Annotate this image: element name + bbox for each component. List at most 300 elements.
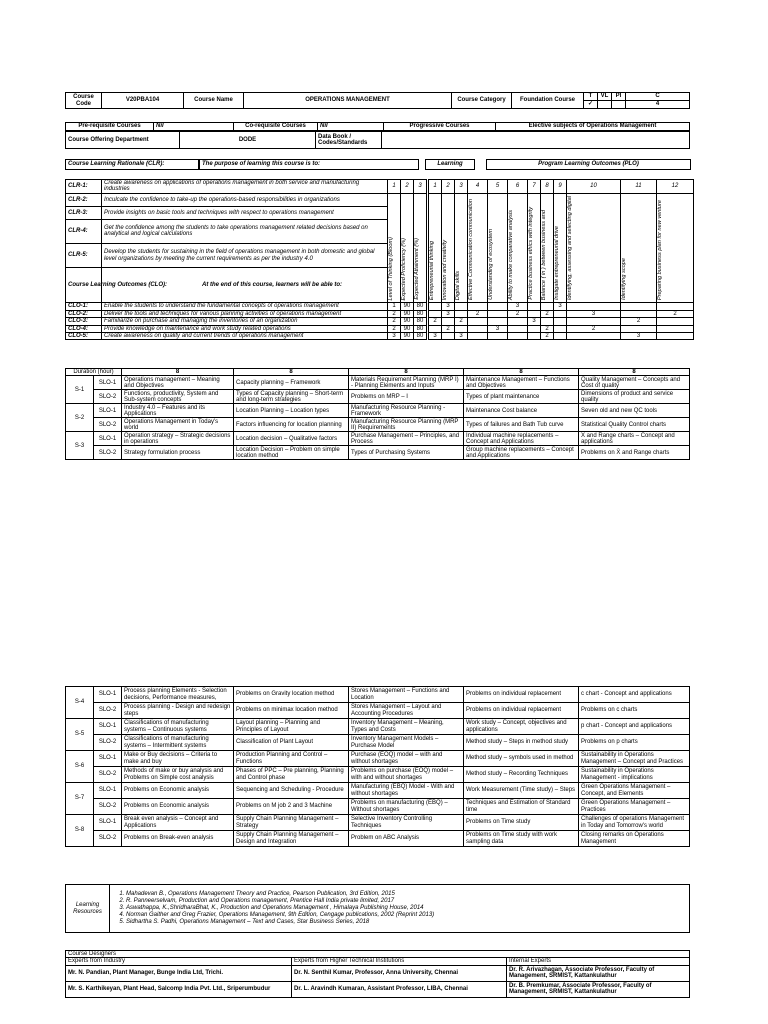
clo-value — [488, 318, 508, 325]
clo-value — [468, 332, 488, 339]
clo-id: CLO-3: — [66, 318, 102, 325]
schedule-table-2 — [65, 686, 690, 847]
topic-cell: Location decision – Qualitative factors — [234, 432, 349, 446]
topic-cell: Make or Buy decisions – Criteria to make and buy — [122, 751, 234, 767]
resource-item: 5. Sidhartha S. Padhi, Operations Management – Text and Cases, Star Business Series, 2018 — [126, 919, 687, 926]
vertical-heading-text: Understanding of ecosystem — [488, 229, 494, 301]
topic-cell: Problems on Break-even analysis — [122, 831, 234, 847]
clo-value — [488, 303, 508, 310]
topic-cell: Statistical Quality Control charts — [579, 418, 690, 432]
topic-cell: Group machine replacements – Concept and Applications — [464, 446, 579, 460]
clo-value — [657, 325, 694, 332]
plo-number: 10 — [567, 180, 621, 194]
topic-cell: Selective Inventory Controlling Techniques — [349, 815, 464, 831]
clo-value: 3 — [488, 325, 508, 332]
plo-number: 11 — [621, 180, 657, 194]
learning-label: Learning — [425, 159, 475, 170]
topic-cell: Inventory Management Models – Purchase Model — [349, 735, 464, 751]
clo-value: 3 — [429, 332, 442, 339]
vertical-heading — [488, 193, 508, 302]
clo-value — [567, 303, 621, 310]
vertical-heading-text: Expected Proficiency (%) — [401, 237, 407, 301]
duration-hours: 8 — [122, 369, 234, 376]
vertical-heading — [455, 193, 468, 302]
designer-institution: Dr. N. Senthil Kumar, Professor, Anna University, Chennai — [292, 965, 507, 981]
topic-cell: Method study – Steps in method study — [464, 735, 579, 751]
dept-label: Course Offering Department — [66, 132, 180, 149]
vertical-heading-text: Entrepreneurial thinking — [429, 241, 435, 301]
clo-value: 2 — [455, 318, 468, 325]
prerequisite-table — [65, 122, 690, 131]
topic-cell: Problems on individual replacement — [464, 703, 579, 719]
session-number: S-1 — [66, 376, 94, 404]
clo-value — [657, 318, 694, 325]
clr-clo-table — [65, 179, 694, 340]
topic-cell: X̄ and Range charts – Concept and applications — [579, 432, 690, 446]
course-header-table — [65, 92, 690, 109]
clo-value: 90 — [401, 332, 414, 339]
slo-label: SLO-1 — [94, 783, 122, 799]
clo-value — [468, 303, 488, 310]
topic-cell: Supply Chain Planning Management – Design and Integration — [234, 831, 349, 847]
vertical-heading-text: Balance ( in ) between business and — [541, 209, 547, 301]
clr-text: Develop the students for sustaining in the field of operations management in both domestic and global level organizations by meeting the current requirements as per the industry 4.0 — [102, 244, 388, 268]
slo-label: SLO-2 — [94, 799, 122, 815]
topic-cell: Operation strategy – Strategic decisions in operations — [122, 432, 234, 446]
clo-text: Deliver the tools and techniques for various planning activities of operations management — [102, 310, 388, 317]
clo-value — [528, 303, 541, 310]
vertical-heading — [541, 193, 554, 302]
clo-value — [429, 310, 442, 317]
vertical-heading-text: Expected Attainment (%) — [414, 238, 420, 301]
topic-cell: Supply Chain Planning Management – Strategy — [234, 815, 349, 831]
slo-label: SLO-1 — [94, 687, 122, 703]
designer-internal: Dr. R. Arivazhagan, Associate Professor, Faculty of Management, SRMIST, Kattankulathur — [507, 965, 690, 981]
clo-value: 2 — [541, 310, 554, 317]
plo-number: 9 — [554, 180, 567, 194]
topic-cell: Challenges of operations Management in Today and Tomorrow's world — [579, 815, 690, 831]
topic-cell: Problems on p charts — [579, 735, 690, 751]
slo-label: SLO-2 — [94, 446, 122, 460]
vertical-heading — [388, 193, 401, 302]
clo-value — [567, 332, 621, 339]
clo-value — [567, 318, 621, 325]
topic-cell: Problems on c charts — [579, 703, 690, 719]
clo-value — [528, 332, 541, 339]
clo-value — [621, 310, 657, 317]
topic-cell: c chart - Concept and applications — [579, 687, 690, 703]
clo-value: 2 — [657, 310, 694, 317]
vertical-heading-text: Preparing business plan for new venture — [657, 199, 663, 301]
topic-cell: Problems on M job 2 and 3 Machine — [234, 799, 349, 815]
topic-cell: Strategy formulation process — [122, 446, 234, 460]
session-number: S-5 — [66, 719, 94, 751]
clo-value: 2 — [621, 318, 657, 325]
topic-cell: Problems on purchase (EOQ) model – with and without shortages — [349, 767, 464, 783]
duration-hours: 8 — [579, 369, 690, 376]
clo-value: 3 — [554, 303, 567, 310]
slo-label: SLO-1 — [94, 404, 122, 418]
topic-cell: Problems on Gravity location method — [234, 687, 349, 703]
ltpc-head: VL — [598, 93, 612, 101]
plo-number: 1 — [429, 180, 442, 194]
clo-value: 1 — [388, 303, 401, 310]
clo-value: 3 — [528, 318, 541, 325]
designers-col-head: Experts from Industry — [66, 958, 292, 965]
topic-cell: Individual machine replacements – Concept and Applications — [464, 432, 579, 446]
topic-cell: Manufacturing Resource Planning (MRP II) Requirements — [349, 418, 464, 432]
clo-id: CLO-2: — [66, 310, 102, 317]
course-category-label: Course Category — [452, 93, 512, 109]
clr-id: CLR-2: — [66, 193, 102, 206]
vertical-heading-text: Identifying scope — [621, 258, 627, 301]
dept-value: DODE — [180, 132, 316, 149]
clo-value: 90 — [401, 325, 414, 332]
duration-hours: 8 — [464, 369, 579, 376]
topic-cell: Manufacturing (EBQ) Model - With and without shortages — [349, 783, 464, 799]
clo-value: 90 — [401, 303, 414, 310]
topic-cell: Functions, productivity, System and Sub-system concepts — [122, 390, 234, 404]
slo-label: SLO-2 — [94, 418, 122, 432]
clo-value: 3 — [455, 332, 468, 339]
resource-item: 3. Aswathappa, K.,ShridharaBhat, K., Production and Operations Management , Himalaya Publishing House, 2014 — [126, 905, 687, 912]
prereq-label: Pre-requisite Courses — [66, 123, 154, 131]
ltpc-head: PI — [612, 93, 626, 101]
learning-resources-table — [65, 884, 690, 933]
coreq-label: Co-requisite Courses — [234, 123, 318, 131]
vertical-heading-text: Digital skills — [455, 270, 461, 301]
clo-value: 2 — [541, 325, 554, 332]
schedule-table-1 — [65, 368, 690, 460]
vertical-heading — [429, 193, 442, 302]
databook-value — [382, 132, 690, 149]
resource-item: 1. Mahadevan B., Operations Management Theory and Practice, Pearson Publication, 3rd Edition, 2015 — [126, 891, 687, 898]
topic-cell: Problems on Time study with work sampling data — [464, 831, 579, 847]
department-table — [65, 131, 690, 149]
plo-number: 8 — [541, 180, 554, 194]
slo-label: SLO-2 — [94, 831, 122, 847]
clo-intro: At the end of this course, learners will be able to: — [102, 268, 388, 303]
slo-label: SLO-2 — [94, 390, 122, 404]
topic-cell: Green Operations Management – Concept, and Elements — [579, 783, 690, 799]
topic-cell: Inventory Management – Meaning, Types and Costs — [349, 719, 464, 735]
topic-cell: Process planning Elements - Selection decisions, Performance measures, — [122, 687, 234, 703]
topic-cell: Maintenance Cost balance — [464, 404, 579, 418]
vertical-heading-text: Innovation and creativity — [442, 239, 448, 301]
clo-value — [508, 318, 528, 325]
plo-number: 5 — [488, 180, 508, 194]
clo-value: 2 — [567, 325, 621, 332]
clo-value: 3 — [388, 332, 401, 339]
duration-label: Duration (hour) — [66, 369, 122, 376]
clo-value — [488, 310, 508, 317]
ltpc-check-icon: ✓ — [584, 101, 598, 109]
topic-cell: Classifications of manufacturing systems – Continuous systems — [122, 719, 234, 735]
vertical-heading — [528, 193, 541, 302]
topic-cell: Methods of make or buy analysis and Problems on Simple cost analysis — [122, 767, 234, 783]
topic-cell: Types of plant maintenance — [464, 390, 579, 404]
topic-cell: Method study – symbols used in method — [464, 751, 579, 767]
slo-label: SLO-1 — [94, 376, 122, 390]
session-number: S-6 — [66, 751, 94, 783]
clo-value: 80 — [414, 318, 427, 325]
clo-value — [554, 318, 567, 325]
databook-label: Data Book / Codes/Standards — [316, 132, 382, 149]
topic-cell: Phases of PPC – Pre planning, Planning and Control phase — [234, 767, 349, 783]
vertical-heading — [401, 193, 414, 302]
clo-text: Enable the students to understand the fundamental concepts of operations management — [102, 303, 388, 310]
topic-cell: Location Decision – Problem on simple location method — [234, 446, 349, 460]
clo-value: 2 — [468, 310, 488, 317]
topic-cell: Operations management – Meaning and Objectives — [122, 376, 234, 390]
topic-cell: Problems on manufacturing (EBQ) – Without shortages — [349, 799, 464, 815]
clr-title: Course Learning Rationale (CLR): — [65, 159, 199, 170]
clo-value: 2 — [442, 325, 455, 332]
clo-value: 2 — [388, 318, 401, 325]
clo-value — [554, 310, 567, 317]
slo-label: SLO-2 — [94, 703, 122, 719]
resources-list — [110, 885, 690, 933]
topic-cell: Location Planning – Location types — [234, 404, 349, 418]
vertical-heading — [508, 193, 528, 302]
plo-number: 2 — [401, 180, 414, 194]
course-name: OPERATIONS MANAGEMENT — [244, 93, 452, 109]
vertical-heading — [414, 193, 427, 302]
ltpc-value — [612, 101, 626, 109]
slo-label: SLO-1 — [94, 751, 122, 767]
clo-text: Provide knowledge on maintenance and work study related operations — [102, 325, 388, 332]
designer-industry: Mr. N. Pandian, Plant Manager, Bunge India Ltd, Trichi. — [66, 965, 292, 981]
clo-value — [657, 332, 694, 339]
clo-value: 3 — [442, 303, 455, 310]
clo-value — [442, 318, 455, 325]
slo-label: SLO-1 — [94, 719, 122, 735]
clo-title: Course Learning Outcomes (CLO): — [66, 268, 102, 303]
topic-cell: Break even analysis – Concept and Applications — [122, 815, 234, 831]
topic-cell: Purchase Management – Principles, and Process — [349, 432, 464, 446]
topic-cell: Sequencing and Scheduling - Procedure — [234, 783, 349, 799]
topic-cell: Problems on Economic analysis — [122, 783, 234, 799]
plo-number: 3 — [455, 180, 468, 194]
clo-value: 80 — [414, 303, 427, 310]
plo-number: 7 — [528, 180, 541, 194]
topic-cell: Stores Management – Layout and Accounting Procedures — [349, 703, 464, 719]
topic-cell: Classification of Plant Layout — [234, 735, 349, 751]
designers-col-head: Internal Experts — [507, 958, 690, 965]
topic-cell: Types of Purchasing Systems — [349, 446, 464, 460]
clo-value: 2 — [388, 325, 401, 332]
progressive-label: Progressive Courses — [384, 123, 496, 131]
clo-value: 3 — [508, 303, 528, 310]
clo-value — [554, 325, 567, 332]
session-number: S-3 — [66, 432, 94, 460]
vertical-heading-text: Instigate entrepreneurial drive — [554, 226, 560, 301]
clo-value — [508, 325, 528, 332]
topic-cell: Capacity planning – Framework — [234, 376, 349, 390]
course-designers-table — [65, 950, 690, 998]
duration-hours: 8 — [234, 369, 349, 376]
session-number: S-7 — [66, 783, 94, 815]
clo-value: 2 — [388, 310, 401, 317]
topic-cell: Purchase (EOQ) model – with and without shortages — [349, 751, 464, 767]
topic-cell: Method study – Recording Techniques — [464, 767, 579, 783]
course-code-label: Course Code — [66, 93, 102, 109]
vertical-heading — [442, 193, 455, 302]
topic-cell: Techniques and Estimation of Standard time — [464, 799, 579, 815]
slo-label: SLO-1 — [94, 815, 122, 831]
topic-cell: Problems on MRP – I — [349, 390, 464, 404]
topic-cell: Industry 4.0 – Features and its Applications — [122, 404, 234, 418]
clr-id: CLR-5: — [66, 244, 102, 268]
clo-value — [657, 303, 694, 310]
clo-value: 90 — [401, 318, 414, 325]
topic-cell: Sustainability in Operations Management – Concept and Practices — [579, 751, 690, 767]
topic-cell: Layout planning – Planning and Principles of Layout — [234, 719, 349, 735]
plo-number: 2 — [442, 180, 455, 194]
clo-value — [488, 332, 508, 339]
resource-item: 4. Norman Gaither and Greg Frazier, Operations Management, 9th Edition, Cengage publications, 2002 (Reprint 2013) — [126, 912, 687, 919]
topic-cell: Dimensions of product and service quality — [579, 390, 690, 404]
topic-cell: Production Planning and Control – Functions — [234, 751, 349, 767]
topic-cell: Problems on minimax location method — [234, 703, 349, 719]
clo-value — [541, 303, 554, 310]
topic-cell: Problem on ABC Analysis — [349, 831, 464, 847]
clr-purpose: The purpose of learning this course is to: — [199, 159, 419, 170]
plo-number: 4 — [468, 180, 488, 194]
designers-col-head: Experts from Higher Technical Institutions — [292, 958, 507, 965]
slo-label: SLO-2 — [94, 735, 122, 751]
clo-value — [621, 303, 657, 310]
clo-value: 2 — [508, 310, 528, 317]
clr-text: Inculcate the confidence to take-up the operations-based responsibilities in organizations — [102, 193, 388, 206]
plo-number: 1 — [388, 180, 401, 194]
clo-id: CLO-5: — [66, 332, 102, 339]
topic-cell: Classifications of manufacturing systems – Intermittent systems — [122, 735, 234, 751]
topic-cell: Work study – Concept, objectives and applications — [464, 719, 579, 735]
clo-value — [528, 310, 541, 317]
clr-text: Provide insights on basic tools and techniques with respect to operations management — [102, 206, 388, 219]
topic-cell: Factors influencing for location planning — [234, 418, 349, 432]
plo-number: 3 — [414, 180, 427, 194]
clo-value: 3 — [442, 310, 455, 317]
vertical-heading — [567, 193, 621, 302]
clo-value — [455, 310, 468, 317]
clo-value — [455, 303, 468, 310]
clo-value: 3 — [567, 310, 621, 317]
topic-cell: Problems on X̄ and Range charts — [579, 446, 690, 460]
vertical-heading-text: Ability to make comparative analysis — [508, 209, 514, 301]
clr-text: Get the confidence among the students to take operations management related decisions based on analytical and logical calculations — [102, 219, 388, 243]
ltpc-value: 4 — [626, 101, 690, 109]
resource-item: 2. R. Panneerselvam, Production and Operations management, Prentice Hall India private limited, 2017 — [126, 898, 687, 905]
clo-value — [455, 325, 468, 332]
slo-label: SLO-1 — [94, 432, 122, 446]
topic-cell: Manufacturing Resource Planning - Framework — [349, 404, 464, 418]
topic-cell: Problems on individual replacement — [464, 687, 579, 703]
slo-label: SLO-2 — [94, 767, 122, 783]
vertical-heading-text: Practice business ethics with integrity — [528, 207, 534, 301]
vertical-heading-text: Identifying, assessing and selecting digital — [567, 195, 573, 301]
clo-value: 80 — [414, 332, 427, 339]
vertical-heading — [621, 193, 657, 302]
topic-cell: Quality Management – Concepts and Cost of quality — [579, 376, 690, 390]
course-name-label: Course Name — [184, 93, 244, 109]
topic-cell: Stores Management – Functions and Location — [349, 687, 464, 703]
clo-value: 80 — [414, 325, 427, 332]
clr-id: CLR-1: — [66, 180, 102, 194]
plo-number: 12 — [657, 180, 694, 194]
topic-cell: Seven old and new QC tools — [579, 404, 690, 418]
course-code: V20PBA104 — [102, 93, 184, 109]
topic-cell: Closing remarks on Operations Management — [579, 831, 690, 847]
vertical-heading — [554, 193, 567, 302]
clo-id: CLO-4: — [66, 325, 102, 332]
clo-value — [468, 325, 488, 332]
vertical-heading-text: Level of Thinking (Bloom) — [388, 236, 394, 301]
topic-cell: Types of failures and Bath Tub curve — [464, 418, 579, 432]
session-number: S-4 — [66, 687, 94, 719]
elective-value: Elective subjects of Operations Management — [496, 123, 690, 131]
clo-value — [508, 332, 528, 339]
clo-value — [621, 325, 657, 332]
clo-value — [468, 318, 488, 325]
spacer-cell — [429, 303, 442, 310]
plo-label: Program Learning Outcomes (PLO) — [486, 159, 691, 170]
clo-value: 3 — [621, 332, 657, 339]
designers-title: Course Designers — [66, 951, 690, 958]
clo-text: Familiarize on purchase and managing the inventories of an organization — [102, 318, 388, 325]
designer-industry: Mr. S. Karthikeyan, Plant Head, Salcomp India Pvt. Ltd., Sriperumbudur — [66, 981, 292, 997]
duration-hours: 8 — [349, 369, 464, 376]
clo-text: Create awareness on quality and current trends of operations management — [102, 332, 388, 339]
clo-value: 80 — [414, 310, 427, 317]
designer-internal: Dr. B. Premkumar, Associate Professor, Faculty of Management, SRMIST, Kattankulathur — [507, 981, 690, 997]
clo-value: 90 — [401, 310, 414, 317]
session-number: S-8 — [66, 815, 94, 847]
plo-number: 6 — [508, 180, 528, 194]
topic-cell: Sustainability in Operations Management - implications — [579, 767, 690, 783]
ltpc-value — [598, 101, 612, 109]
topic-cell: p chart - Concept and applications — [579, 719, 690, 735]
course-category: Foundation Course — [512, 93, 584, 109]
clo-value: 2 — [541, 332, 554, 339]
ltpc-head: C — [626, 93, 690, 101]
coreq-value: Nil — [318, 123, 384, 131]
vertical-heading-text: Effective Communication communication — [468, 199, 474, 301]
clr-text: Create awareness on applications of operations management in both service and manufacturing industries — [102, 180, 388, 194]
prereq-value: Nil — [154, 123, 234, 131]
topic-cell: Problems on Time study — [464, 815, 579, 831]
ltpc-head: T — [584, 93, 598, 101]
session-number: S-2 — [66, 404, 94, 432]
vertical-heading — [468, 193, 488, 302]
clo-value — [442, 332, 455, 339]
topic-cell: Green Operations Management – Practices — [579, 799, 690, 815]
resources-label: Learning Resources — [66, 885, 110, 933]
vertical-heading — [657, 193, 694, 302]
clr-id: CLR-3: — [66, 206, 102, 219]
clo-value: 2 — [429, 318, 442, 325]
clo-value — [429, 325, 442, 332]
topic-cell: Materials Requirement Planning (MRP I) - Planning Elements and Inputs — [349, 376, 464, 390]
topic-cell: Problems on Economic analysis — [122, 799, 234, 815]
topic-cell: Maintenance Management – Functions and Objectives — [464, 376, 579, 390]
clo-id: CLO-1: — [66, 303, 102, 310]
topic-cell: Types of Capacity planning – Short-term and long-term strategies — [234, 390, 349, 404]
designer-institution: Dr. L. Aravindh Kumaran, Assistant Professor, LIBA, Chennai — [292, 981, 507, 997]
clo-value — [528, 325, 541, 332]
clo-value — [541, 318, 554, 325]
